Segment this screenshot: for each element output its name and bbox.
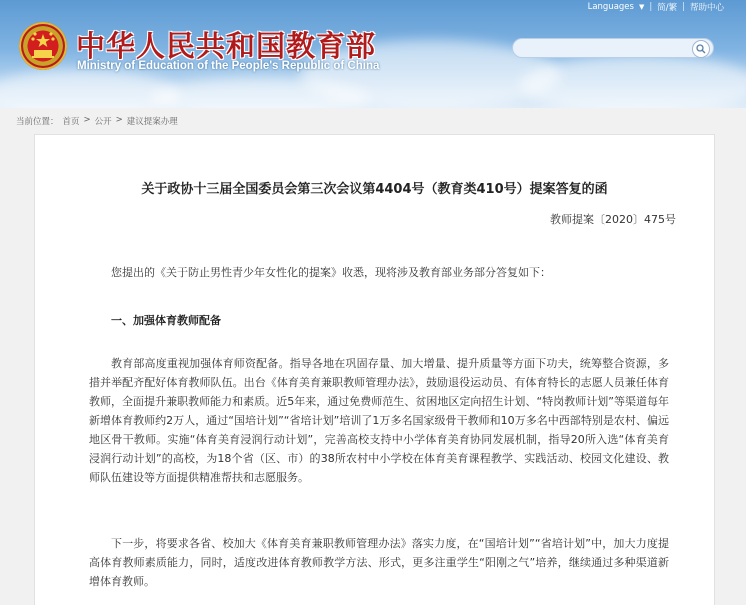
search-icon <box>696 44 706 54</box>
help-center-link[interactable]: 帮助中心 <box>689 3 724 13</box>
breadcrumb-separator: > <box>115 115 123 125</box>
top-links <box>588 1 724 13</box>
breadcrumb <box>16 115 178 127</box>
search-button[interactable] <box>692 40 710 58</box>
site-header <box>0 0 746 108</box>
breadcrumb-separator: > <box>83 115 91 125</box>
search-box <box>512 38 714 58</box>
site-subtitle: Ministry of Education of the People's Republic of China <box>77 60 380 72</box>
search-input[interactable] <box>521 43 693 61</box>
divider: | <box>649 2 653 12</box>
breadcrumb-prefix: 当前位置： <box>16 117 59 127</box>
document-number: 教师提案〔2020〕475号 <box>550 213 676 226</box>
simplified-traditional-link[interactable]: 简/繁 <box>657 3 678 13</box>
article-paragraph: 教育部高度重视加强体育师资配备。指导各地在巩固存量、加大增量、提升质量等方面下功夫，统筹整合资源，多措并举配齐配好体育教师队伍。出台《体育美育兼职教师管理办法》，鼓励退役运动员、有体育特长的志愿人员兼任体育教师，全面提升兼职教师能力和素质。近5年来，通过免费师范生、贫困地区定向招生计划、“特岗教师计划”等渠道每年新增体育教师约2万人，通过“国培计划”“省培计划”培训了1万多名国家级骨干教师和10万多名中西部特别是农村、偏远地区骨干教师。实施“体育美育浸润行动计划”，完善高校支持中小学体育美育协同发展机制，指导20所入选“体育美育浸润行动计划”的高校，为18个省（区、市）的38所农村中小学校在体育美育课程教学、实践活动、校园文化建设、教师队伍建设等方面提供精准帮扶和志愿服务。 <box>89 357 669 484</box>
site-title[interactable]: 中华人民共和国教育部 <box>76 29 377 63</box>
article-panel <box>34 134 715 605</box>
section-heading: 一、加强体育教师配备 <box>111 314 221 327</box>
article-paragraph: 下一步，将要求各省、校加大《体育美育兼职教师管理办法》落实力度，在“国培计划”“省培计划”中，加大力度提高体育教师素质能力，同时，适度改进体育教师教学方法、形式，更多注重学生“阳刚之气”培养，继续通过多种渠道新增体育教师。 <box>89 537 669 588</box>
breadcrumb-item-public[interactable]: 公开 <box>94 117 112 127</box>
article-title: 关于政协十三届全国委员会第三次会议第4404号（教育类410号）提案答复的函 <box>141 182 608 197</box>
languages-link[interactable]: Languages <box>587 2 634 12</box>
header-cloud <box>520 55 746 108</box>
article-intro: 您提出的《关于防止男性青少年女性化的提案》收悉，现将涉及教育部业务部分答复如下： <box>111 266 551 279</box>
national-emblem-icon <box>19 22 67 70</box>
chevron-down-icon[interactable]: ▼ <box>638 3 645 11</box>
breadcrumb-item-proposals[interactable]: 建议提案办理 <box>126 117 178 127</box>
divider: | <box>682 2 685 12</box>
breadcrumb-item-home[interactable]: 首页 <box>62 117 80 127</box>
